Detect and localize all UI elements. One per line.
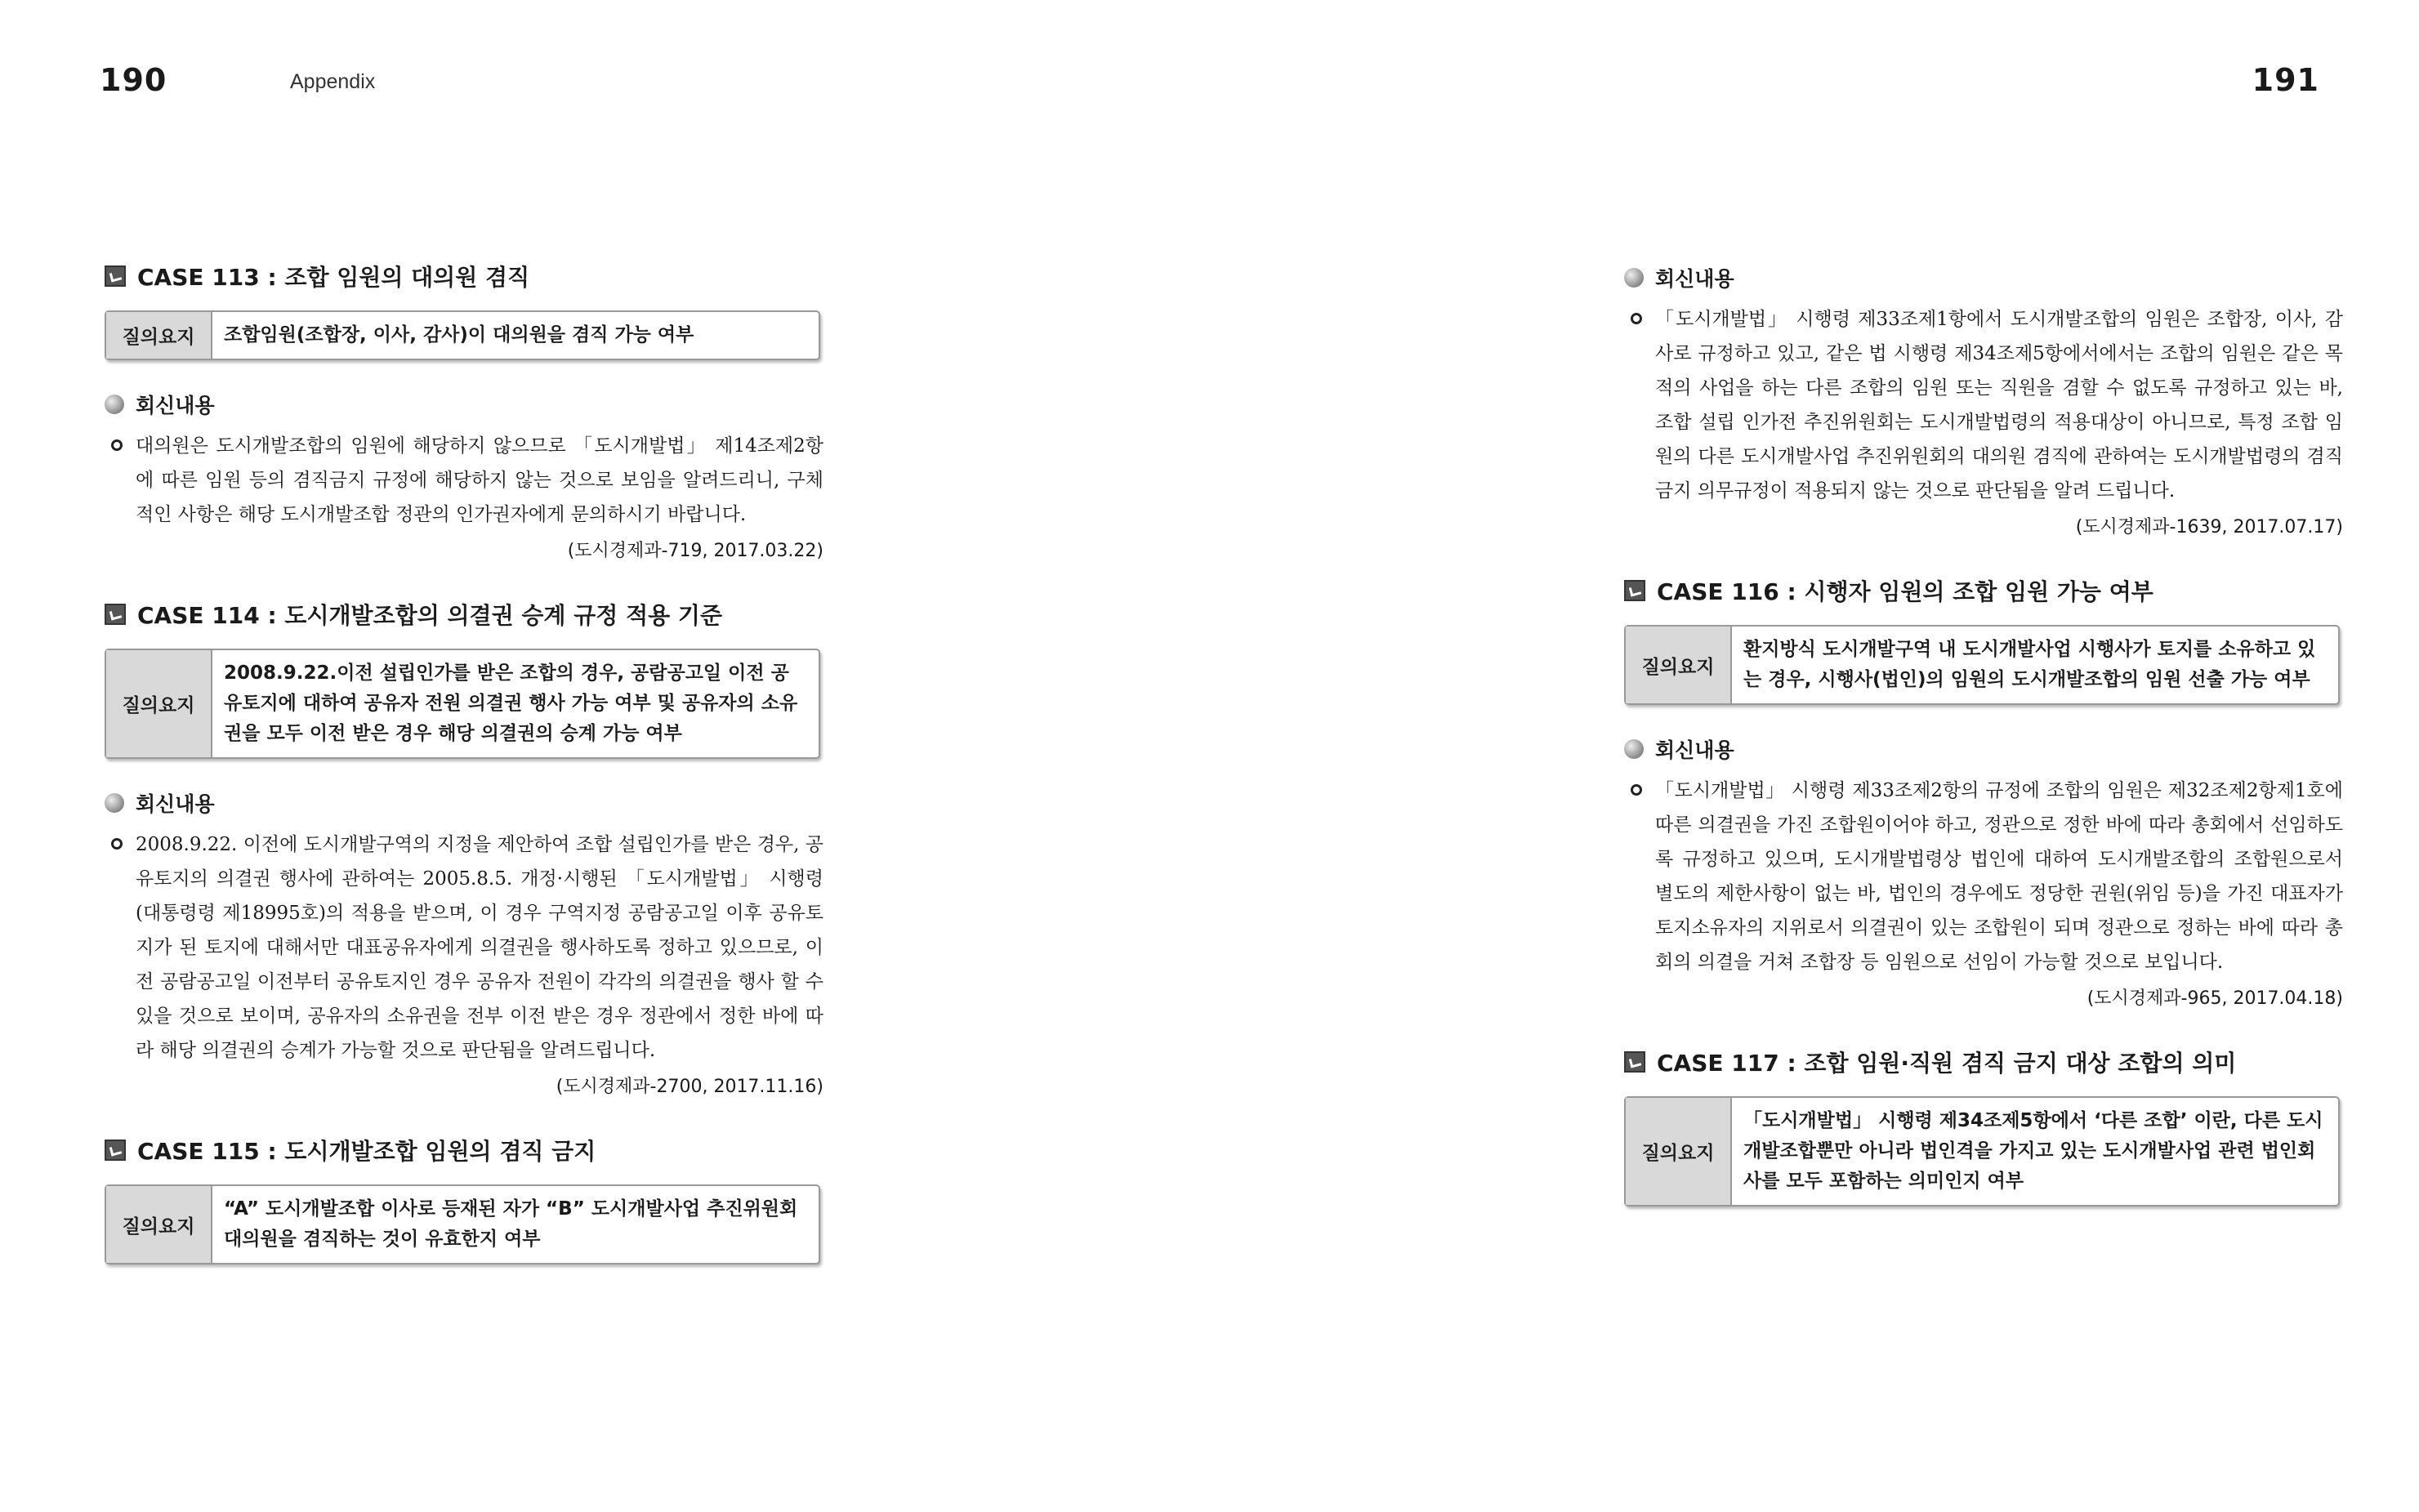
case-heading: [1624, 574, 2343, 607]
response-paragraph: [1624, 302, 2343, 508]
query-label: 질의요지: [1626, 1098, 1732, 1205]
response-heading: [105, 788, 823, 818]
query-label: 질의요지: [1626, 627, 1732, 703]
ring-bullet-icon: [111, 439, 123, 451]
response-label: 회신내용: [136, 394, 215, 417]
case-arrow-icon: [105, 604, 126, 625]
case-title: CASE 114 : 도시개발조합의 의결권 승계 규정 적용 기준: [137, 602, 723, 629]
response-heading: [1624, 734, 2343, 764]
circle-bullet-icon: [105, 395, 124, 414]
response-paragraph: [105, 429, 823, 532]
response-heading: [1624, 263, 2343, 292]
circle-bullet-icon: [105, 793, 124, 813]
citation: (도시경제과-719, 2017.03.22): [567, 541, 823, 561]
page-number: 190: [100, 62, 167, 98]
response-heading: [105, 390, 823, 419]
circle-bullet-icon: [1624, 739, 1644, 759]
citation: (도시경제과-965, 2017.04.18): [2086, 988, 2343, 1009]
running-head: Appendix: [290, 70, 376, 93]
query-label: 질의요지: [106, 650, 212, 757]
query-box: [105, 1184, 820, 1264]
case-arrow-icon: [1624, 1051, 1645, 1073]
response-paragraph: [1624, 774, 2343, 979]
citation: (도시경제과-1639, 2017.07.17): [2075, 517, 2343, 537]
case-arrow-icon: [105, 265, 126, 287]
case-heading: [105, 260, 823, 292]
case-title: CASE 116 : 시행자 임원의 조합 임원 가능 여부: [1657, 578, 2153, 605]
case-title: CASE 115 : 도시개발조합 임원의 겸직 금지: [137, 1138, 596, 1165]
case-title: CASE 117 : 조합 임원·직원 겸직 금지 대상 조합의 의미: [1657, 1050, 2237, 1077]
left-page: [0, 0, 1209, 1512]
left-column: [105, 260, 823, 1294]
query-text: “A” 도시개발조합 이사로 등재된 자가 “B” 도시개발사업 추진위원회 대의원을 겸직하는 것이 유효한지 여부: [224, 1198, 798, 1250]
response-paragraph: [105, 827, 823, 1068]
case-heading: [1624, 1046, 2343, 1078]
ring-bullet-icon: [1631, 313, 1642, 324]
response-label: 회신내용: [136, 792, 215, 816]
query-text: 「도시개발법」 시행령 제34조제5항에서 ‘다른 조합’ 이란, 다른 도시개발조합뿐만 아니라 법인격을 가지고 있는 도시개발사업 관련 법인회사를 모두 포함하는 의미인지 여부: [1743, 1110, 2323, 1192]
response-label: 회신내용: [1655, 267, 1734, 291]
circle-bullet-icon: [1624, 268, 1644, 288]
case-heading: [105, 598, 823, 631]
response-text: 「도시개발법」 시행령 제33조제1항에서 도시개발조합의 임원은 조합장, 이사, 감사로 규정하고 있고, 같은 법 시행령 제34조제5항에서에서는 조합의 임원은 같은 목적의 사업을 하는 다른 조합의 임원 또는 직원을 겸할 수 없도록 규정하고 있는 바, 조합 설립 인가전 추진위원회는 도시개발법령의 적용대상이 아니므로, 특정 조합 임원의 다른 도시개발사업 추진위원회의 대의원 겸직에 관하여는 도시개발법령의 겸직금지 의무규정이 적용되지 않는 것으로 판단됨을 알려 드립니다.: [1655, 309, 2343, 502]
citation: (도시경제과-2700, 2017.11.16): [556, 1077, 823, 1097]
query-label: 질의요지: [106, 1186, 212, 1263]
query-text: 조합임원(조합장, 이사, 감사)이 대의원을 겸직 가능 여부: [224, 324, 694, 346]
case-arrow-icon: [105, 1140, 126, 1161]
query-box: [1624, 625, 2340, 705]
ring-bullet-icon: [111, 838, 123, 850]
response-text: 2008.9.22. 이전에 도시개발구역의 지정을 제안하여 조합 설립인가를 받은 경우, 공유토지의 의결권 행사에 관하여는 2005.8.5. 개정·시행된 「도시개발법」 시행령(대통령령 제18995호)의 적용을 받으며, 이 경우 구역지정 공람공고일 이후 공유토지가 된 토지에 대해서만 대표공유자에게 의결권을 행사하도록 정하고 있으므로, 이전 공람공고일 이전부터 공유토지인 경우 공유자 전원이 각각의 의결권을 행사 할 수 있을 것으로 보이며, 공유자의 소유권을 전부 이전 받은 경우 정관에서 정한 바에 따라 해당 의결권의 승계가 가능할 것으로 판단됨을 알려드립니다.: [136, 834, 823, 1061]
query-box: [1624, 1096, 2340, 1206]
query-box: [105, 649, 820, 759]
query-text: 환지방식 도시개발구역 내 도시개발사업 시행사가 토지를 소유하고 있는 경우, 시행사(법인)의 임원의 도시개발조합의 임원 선출 가능 여부: [1743, 639, 2316, 690]
case-heading: [105, 1134, 823, 1166]
response-text: 「도시개발법」 시행령 제33조제2항의 규정에 조합의 임원은 제32조제2항제1호에 따른 의결권을 가진 조합원이어야 하고, 정관으로 정한 바에 따라 총회에서 선임하도록 규정하고 있으며, 도시개발법령상 법인에 대하여 도시개발조합의 조합원으로서 별도의 제한사항이 없는 바, 법인의 경우에도 정당한 권원(위임 등)을 가진 대표자가 토지소유자의 지위로서 의결권이 있는 조합원이 되며 정관으로 정하는 바에 따라 총회의 의결을 거쳐 조합장 등 임원으로 선임이 가능할 것으로 보입니다.: [1655, 780, 2343, 973]
page-number: 191: [2252, 62, 2319, 98]
ring-bullet-icon: [1631, 784, 1642, 796]
case-title: CASE 113 : 조합 임원의 대의원 겸직: [137, 264, 530, 291]
response-text: 대의원은 도시개발조합의 임원에 해당하지 않으므로 「도시개발법」 제14조제2항에 따른 임원 등의 겸직금지 규정에 해당하지 않는 것으로 보임을 알려드리니, 구체적인 사항은 해당 도시개발조합 정관의 인가권자에게 문의하시기 바랍니다.: [136, 435, 823, 525]
query-box: [105, 310, 820, 360]
right-column-content: [1624, 263, 2343, 1236]
case-arrow-icon: [1624, 580, 1645, 601]
response-label: 회신내용: [1655, 738, 1734, 762]
query-text: 2008.9.22.이전 설립인가를 받은 조합의 경우, 공람공고일 이전 공유토지에 대하여 공유자 전원 의결권 행사 가능 여부 및 공유자의 소유권을 모두 이전 받은 경우 해당 의결권의 승계 가능 여부: [224, 662, 798, 744]
query-label: 질의요지: [106, 312, 212, 359]
